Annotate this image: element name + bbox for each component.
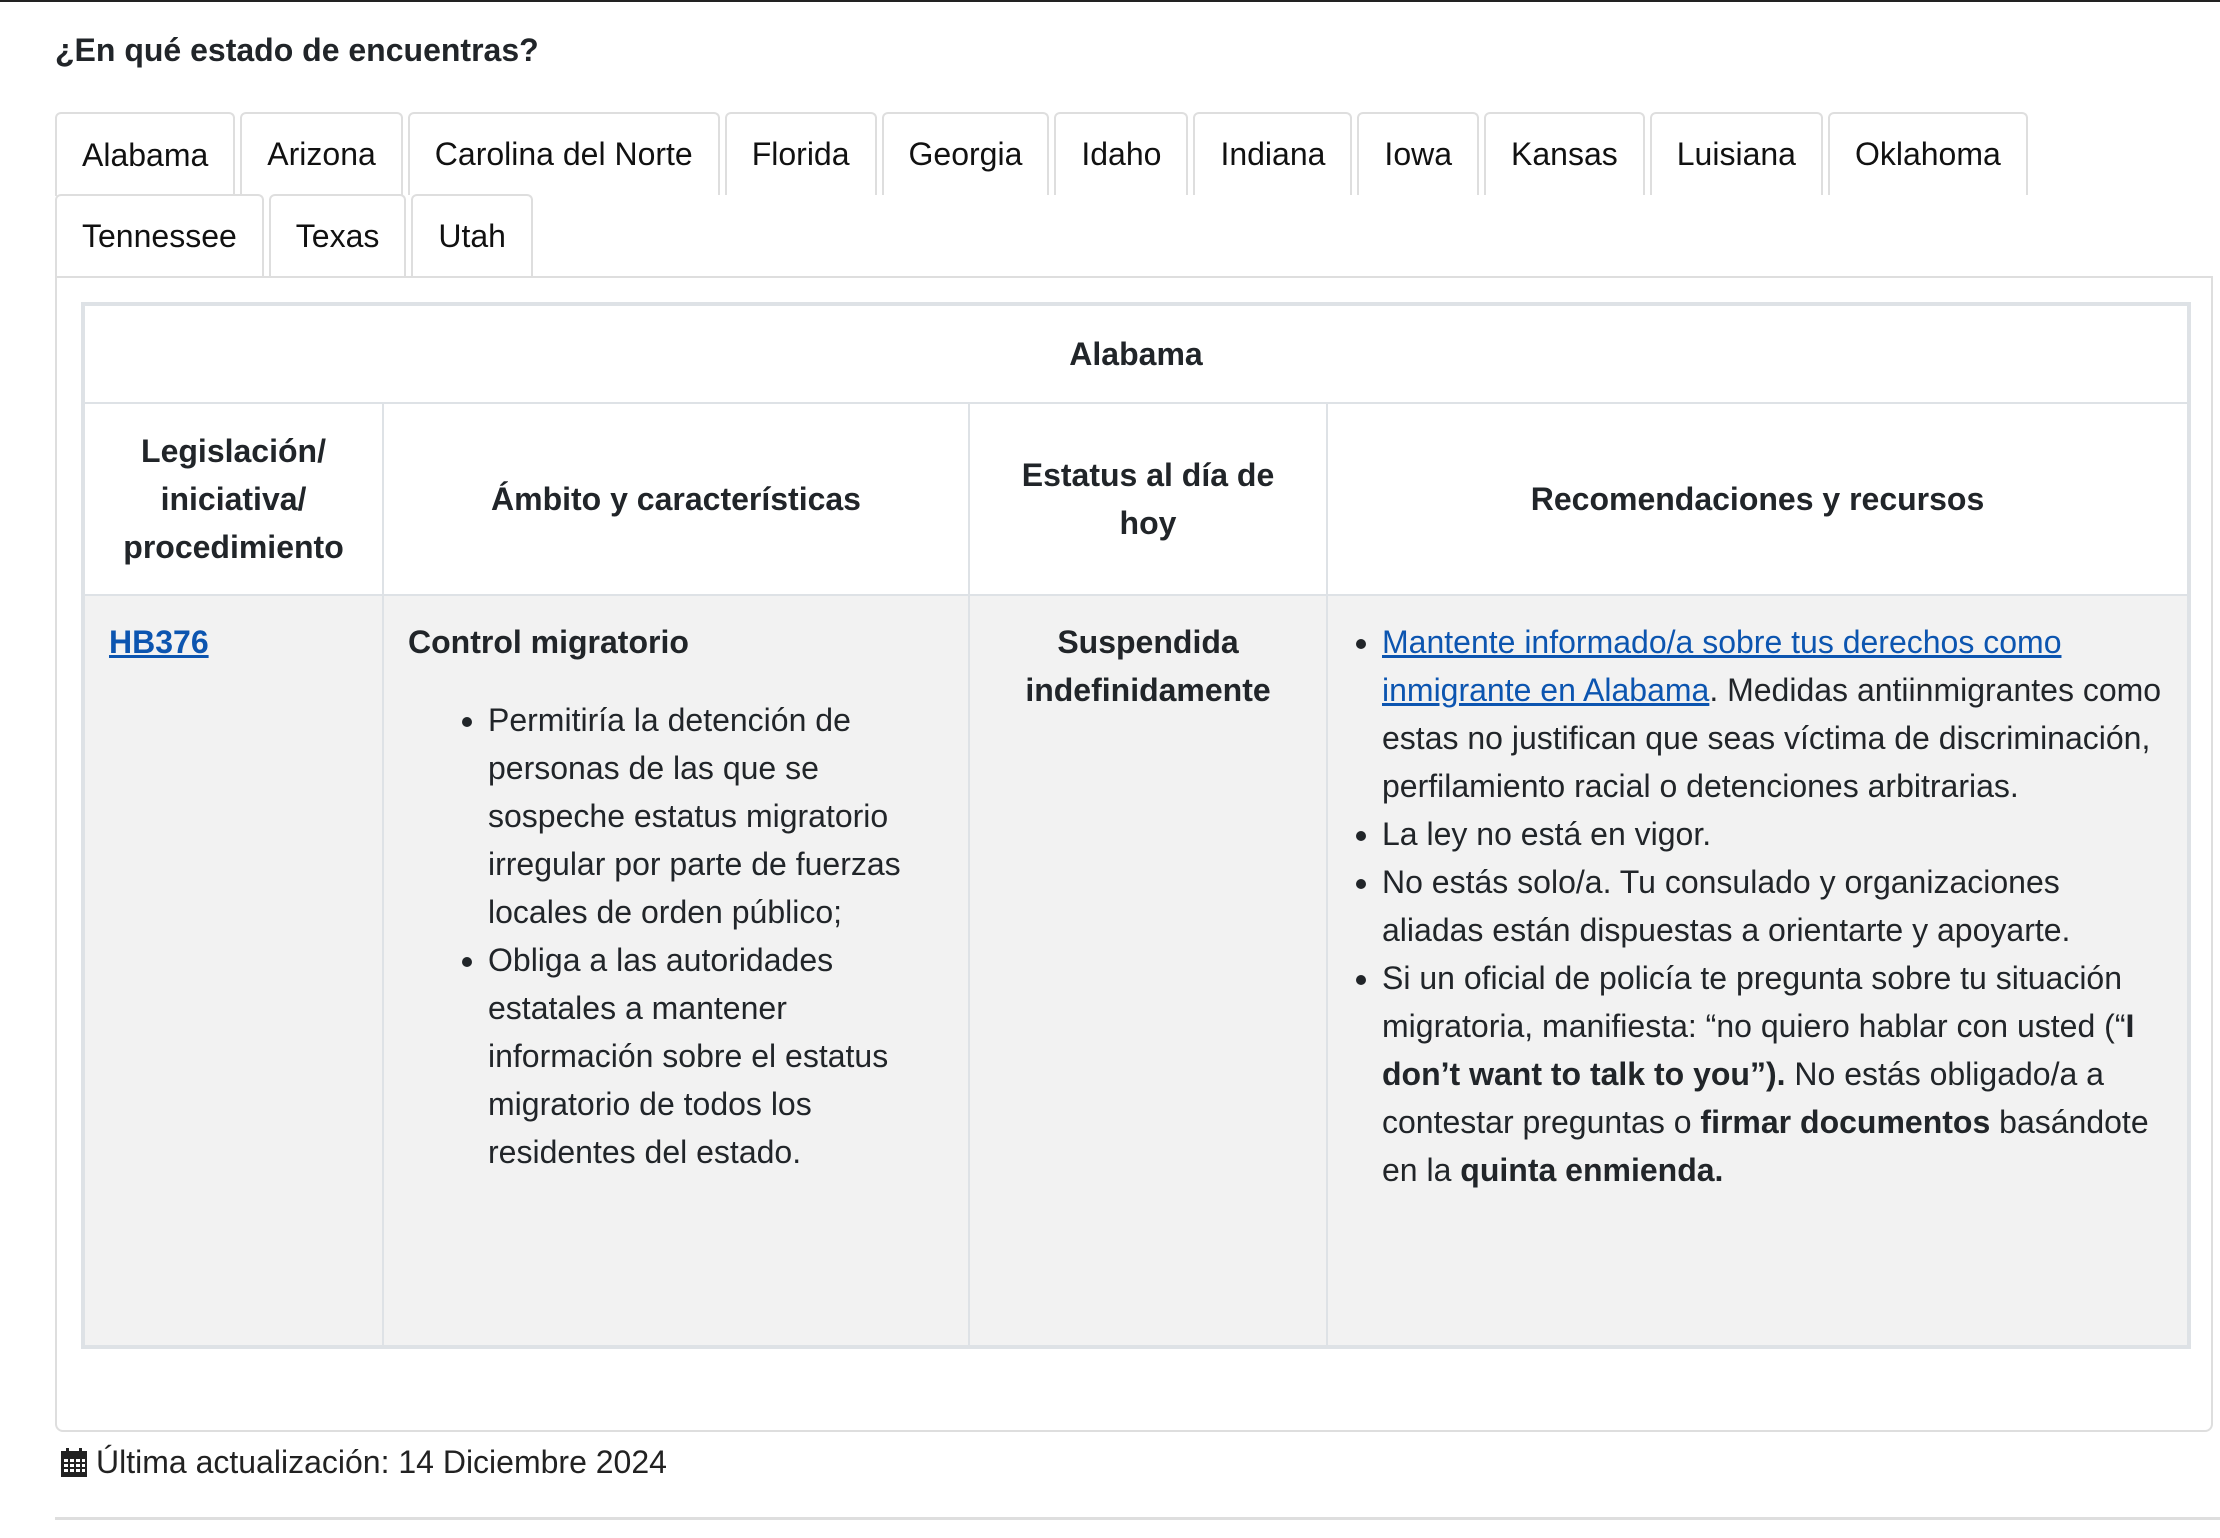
tab-luisiana[interactable]: Luisiana bbox=[1650, 112, 1823, 195]
recommendation-bold: quinta enmienda. bbox=[1460, 1152, 1724, 1188]
scope-item: • Permitiría la detención de personas de las que se sospeche estatus migratorio irregular por parte de fuerzas locales de orden público; bbox=[488, 696, 944, 936]
recommendation-text: Si un oficial de policía te pregunta sobre tu situación migratoria, manifiesta: “no quiero hablar con usted (“ bbox=[1382, 960, 2126, 1044]
cell-status bbox=[969, 595, 1327, 1347]
tab-idaho[interactable]: Idaho bbox=[1054, 112, 1188, 195]
bill-link[interactable]: HB376 bbox=[109, 624, 209, 660]
header-legislation: Legislación/ iniciativa/ procedimiento bbox=[83, 403, 383, 595]
page-heading: ¿En qué estado de encuentras? bbox=[55, 32, 539, 68]
recommendation-item: • No estás solo/a. Tu consulado y organizaciones aliadas están dispuestas a orientarte y apoyarte. bbox=[1382, 858, 2163, 954]
header-recommendations: Recomendaciones y recursos bbox=[1327, 403, 2189, 595]
tab-tennessee[interactable]: Tennessee bbox=[55, 194, 264, 277]
scope-title: Control migratorio bbox=[408, 624, 689, 660]
tab-iowa[interactable]: Iowa bbox=[1357, 112, 1479, 195]
tab-row-1 bbox=[55, 112, 2215, 194]
divider bbox=[55, 1517, 2220, 1520]
recommendation-text: No estás obligado/a a contestar preguntas o bbox=[1382, 1056, 2104, 1140]
cell-legislation bbox=[83, 595, 383, 1347]
tab-row-2 bbox=[55, 194, 2215, 276]
recommendation-text: basándote en la bbox=[1382, 1104, 2149, 1188]
tab-panel bbox=[55, 276, 2213, 1432]
cell-recommendations bbox=[1327, 595, 2189, 1347]
recommendation-text: . Medidas antiinmigrantes como estas no justifican que seas víctima de discriminación, perfilamiento racial o detenciones arbitrarias. bbox=[1382, 672, 2162, 804]
recommendation-item: • La ley no está en vigor. bbox=[1382, 810, 2163, 858]
table-state-title: Alabama bbox=[83, 304, 2189, 403]
recommendation-bold: I don’t want to talk to you”). bbox=[1382, 1008, 2135, 1092]
scope-item: • Obliga a las autoridades estatales a mantener información sobre el estatus migratorio de todos los residentes del estado. bbox=[488, 936, 944, 1176]
tab-alabama[interactable]: Alabama bbox=[55, 112, 235, 196]
tab-indiana[interactable]: Indiana bbox=[1193, 112, 1352, 195]
tab-florida[interactable]: Florida bbox=[725, 112, 877, 195]
tab-utah[interactable]: Utah bbox=[411, 194, 533, 277]
tab-carolina-del-norte[interactable]: Carolina del Norte bbox=[408, 112, 720, 195]
table-row bbox=[83, 595, 2189, 1347]
scope-list bbox=[408, 696, 944, 1176]
last-updated-text: Última actualización: 14 Diciembre 2024 bbox=[96, 1444, 667, 1480]
legislation-table bbox=[81, 302, 2191, 1349]
tab-georgia[interactable]: Georgia bbox=[882, 112, 1050, 195]
recommendation-item bbox=[1382, 618, 2163, 810]
tab-arizona[interactable]: Arizona bbox=[240, 112, 403, 195]
recommendation-item bbox=[1382, 954, 2163, 1194]
state-tabs bbox=[55, 112, 2215, 276]
cell-scope bbox=[383, 595, 969, 1347]
rights-link[interactable]: Mantente informado/a sobre tus derechos como inmigrante en Alabama bbox=[1382, 624, 2062, 708]
recommendation-bold: firmar documentos bbox=[1700, 1104, 1991, 1140]
tab-texas[interactable]: Texas bbox=[269, 194, 407, 277]
tab-kansas[interactable]: Kansas bbox=[1484, 112, 1645, 195]
recommendations-list bbox=[1352, 618, 2163, 1194]
header-scope: Ámbito y características bbox=[383, 403, 969, 595]
last-updated bbox=[60, 1444, 667, 1481]
calendar-icon bbox=[60, 1448, 88, 1478]
status-text: Suspendida indefinidamente bbox=[1025, 624, 1271, 708]
tab-oklahoma[interactable]: Oklahoma bbox=[1828, 112, 2028, 195]
header-status: Estatus al día de hoy bbox=[969, 403, 1327, 595]
